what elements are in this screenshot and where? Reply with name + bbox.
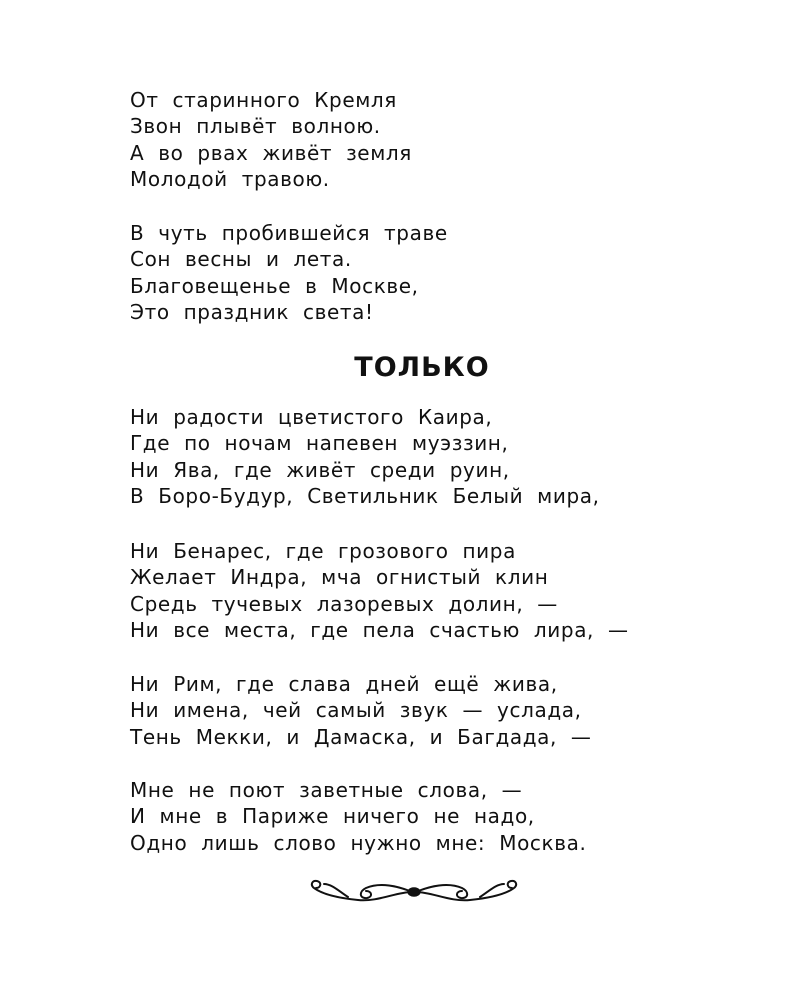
poem-line: Средь тучевых лазоревых долин, — xyxy=(130,591,558,616)
poem-stanza-4 xyxy=(130,777,586,856)
flourish-divider-icon xyxy=(308,872,520,912)
poem-line: И мне в Париже ничего не надо, xyxy=(130,804,535,829)
poem-line: Ни Ява, где живёт среди руин, xyxy=(130,457,510,482)
poem-line: Ни радости цветистого Каира, xyxy=(130,405,493,429)
poem-stanza-1 xyxy=(130,404,600,509)
poem-line: Ни Бенарес, где грозового пира xyxy=(130,539,516,563)
poem-line: Ни Рим, где слава дней ещё жива, xyxy=(130,672,558,696)
intro-stanza-1 xyxy=(130,87,412,192)
poem-line: Ни имена, чей самый звук — услада, xyxy=(130,698,582,723)
poem-line: Тень Мекки, и Дамаска, и Багдада, — xyxy=(130,724,592,749)
poem-line: Ни все места, где пела счастью лира, — xyxy=(130,617,629,642)
poem-title: ТОЛЬКО xyxy=(354,352,490,383)
poem-line: Молодой травою. xyxy=(130,166,330,191)
poem-line: Где по ночам напевен муэззин, xyxy=(130,431,509,456)
poem-line: Одно лишь слово нужно мне: Москва. xyxy=(130,830,587,855)
poem-line: Благовещенье в Москве, xyxy=(130,273,419,298)
poem-line: Звон плывёт волною. xyxy=(130,114,381,139)
poem-line: Это праздник света! xyxy=(130,299,374,324)
poem-stanza-2 xyxy=(130,538,629,643)
intro-stanza-2 xyxy=(130,220,448,325)
poem-line: Сон весны и лета. xyxy=(130,247,352,272)
poem-line: Мне не поют заветные слова, — xyxy=(130,778,523,802)
poem-line: А во рвах живёт земля xyxy=(130,140,412,165)
poem-stanza-3 xyxy=(130,671,592,750)
poem-line: В Боро-Будур, Светильник Белый мира, xyxy=(130,483,600,508)
poem-line: От старинного Кремля xyxy=(130,88,397,112)
poem-line: Желает Индра, мча огнистый клин xyxy=(130,565,549,590)
poem-line: В чуть пробившейся траве xyxy=(130,221,448,245)
